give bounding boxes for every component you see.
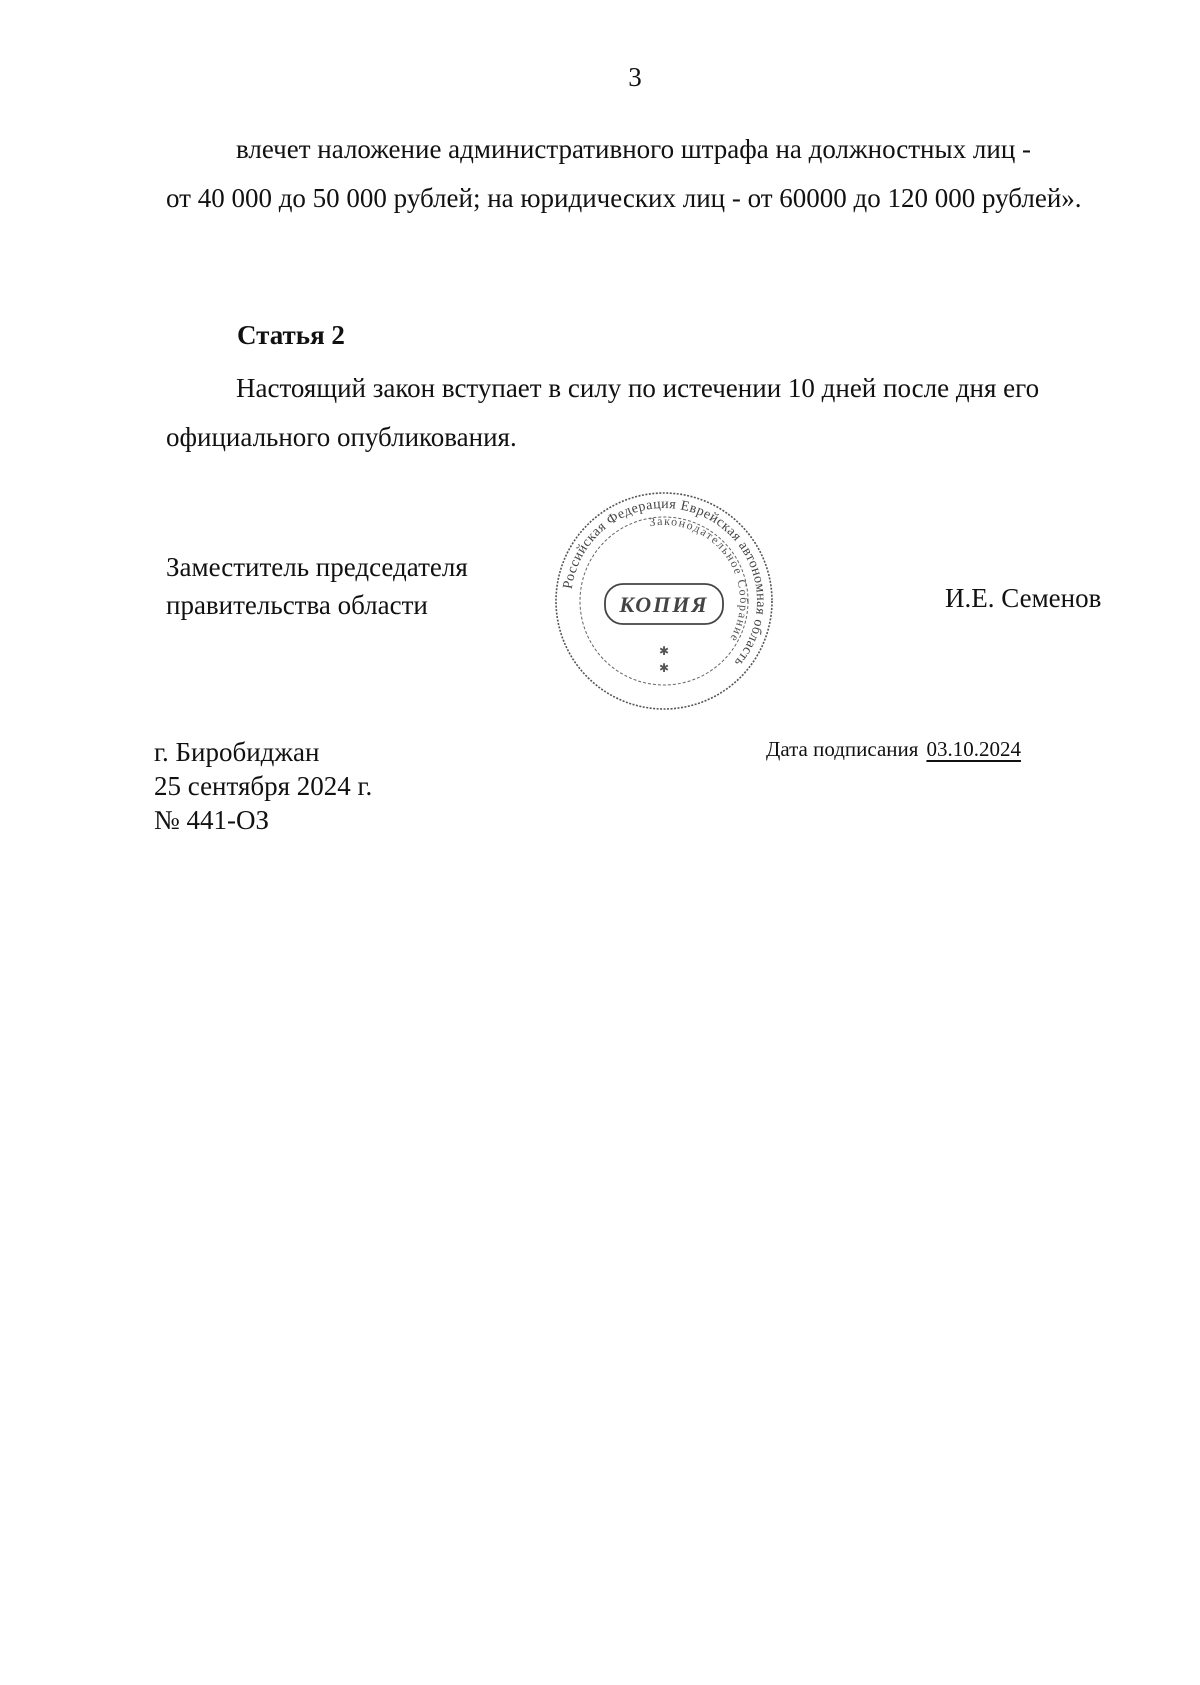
- page-number: 3: [628, 62, 642, 92]
- seal-star-icon: ✱: [658, 661, 670, 675]
- seal-inner-text: Законодательное Собрание: [648, 513, 752, 646]
- signing-date: [766, 737, 1021, 762]
- signer-position-line-1: Заместитель председателя: [166, 552, 468, 582]
- seal-outer-text: Российская Федерация Еврейская автономная область: [560, 496, 769, 670]
- place-and-number: [154, 735, 372, 837]
- seal-center-text: КОПИЯ: [619, 592, 709, 617]
- article-rest: официального опубликования.: [166, 422, 517, 452]
- signer-position: [166, 548, 468, 624]
- adoption-date: 25 сентября 2024 г.: [154, 771, 373, 801]
- seal-star-icon: ✱: [658, 644, 670, 658]
- article-first-line: Настоящий закон вступает в силу по истечении 10 дней после дня его: [236, 373, 1040, 403]
- signer-name: И.Е. Семенов: [945, 583, 1102, 613]
- paragraph-continuation: [166, 125, 1106, 223]
- paragraph-first-line: влечет наложение административного штрафа на должностных лиц -: [236, 134, 1032, 164]
- signing-date-label: Дата подписания: [766, 737, 919, 761]
- paragraph-rest: от 40 000 до 50 000 рублей; на юридических лиц - от 60000 до 120 000 рублей».: [166, 183, 1082, 213]
- city: г. Биробиджан: [154, 737, 320, 767]
- signer-position-line-2: правительства области: [166, 590, 428, 620]
- signing-date-value: 03.10.2024: [926, 737, 1021, 761]
- law-number: № 441-ОЗ: [154, 805, 270, 835]
- official-seal: [553, 490, 775, 712]
- article-text: [166, 364, 1106, 462]
- article-title: Статья 2: [237, 320, 345, 350]
